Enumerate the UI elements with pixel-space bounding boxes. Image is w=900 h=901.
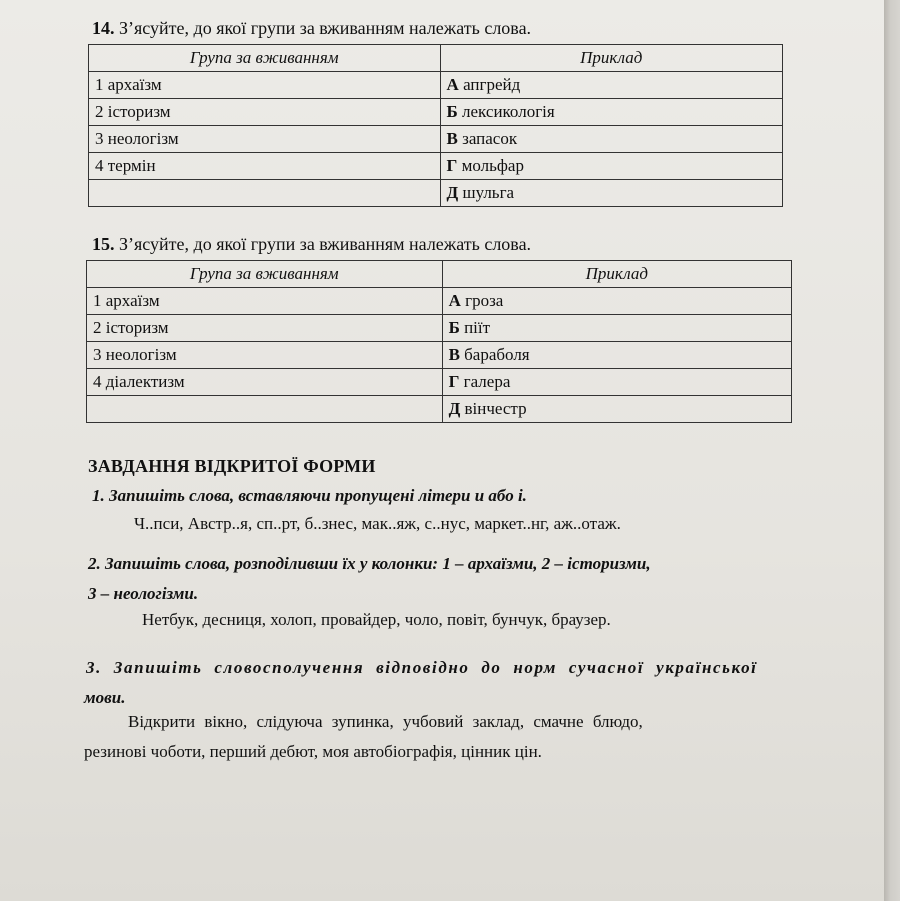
table-header-row [87, 261, 792, 288]
task-14-title [92, 18, 531, 39]
option-letter: А [448, 291, 461, 310]
table-row [89, 153, 783, 180]
task-15-number: 15. [92, 234, 115, 254]
table-row [89, 99, 783, 126]
open-section-title: ЗАВДАННЯ ВІДКРИТОЇ ФОРМИ [88, 456, 376, 476]
task-14-table [88, 44, 783, 207]
example-cell [442, 315, 791, 342]
option-letter: Г [446, 156, 458, 175]
group-cell: 4 термін [89, 153, 441, 180]
table-row [87, 288, 792, 315]
option-word: вінчестр [464, 399, 527, 418]
option-word: мольфар [461, 156, 524, 175]
task-15-table [86, 260, 792, 423]
table-row [87, 342, 792, 369]
option-letter: А [446, 75, 459, 94]
group-cell: 2 історизм [89, 99, 441, 126]
paper-edge [884, 0, 900, 901]
task-3-instruction-line2: мови. [84, 688, 126, 707]
table-row [87, 369, 792, 396]
task-14-text: З’ясуйте, до якої групи за вживанням належать слова. [119, 18, 532, 38]
group-cell: 4 діалектизм [87, 369, 443, 396]
option-letter: Г [448, 372, 460, 391]
example-cell [442, 342, 791, 369]
table-row [87, 396, 792, 423]
option-word: запасок [462, 129, 518, 148]
option-word: апгрейд [463, 75, 521, 94]
option-letter: Б [448, 318, 460, 337]
task-3-instruction-line1: 3. Запишіть словосполучення відповідно до норм сучасної української [86, 658, 758, 677]
option-word: бараболя [464, 345, 530, 364]
table-row [89, 126, 783, 153]
task-2-instruction-line1: 2. Запишіть слова, розподіливши їх у колонки: 1 – архаїзми, 2 – історизми, [88, 554, 651, 573]
group-cell: 1 архаїзм [87, 288, 443, 315]
task-1-instruction: 1. Запишіть слова, вставляючи пропущені літери и або і. [92, 486, 527, 505]
table-row [89, 72, 783, 99]
option-word: лексикологія [462, 102, 555, 121]
task-2-instruction-line2: 3 – неологізми. [88, 584, 199, 603]
example-cell [440, 126, 782, 153]
task-3-content-line1: Відкрити вікно, слідуюча зупинка, учбовий заклад, смачне блюдо, [128, 712, 643, 731]
header-group: Група за вживанням [87, 261, 443, 288]
table-row [87, 315, 792, 342]
option-letter: В [448, 345, 460, 364]
group-cell [89, 180, 441, 207]
task-3-content-line2: резинові чоботи, перший дебют, моя автобіографія, цінник цін. [84, 742, 542, 761]
example-cell [442, 396, 791, 423]
example-cell [440, 153, 782, 180]
group-cell: 2 історизм [87, 315, 443, 342]
header-example: Приклад [440, 45, 782, 72]
group-cell [87, 396, 443, 423]
example-cell [440, 99, 782, 126]
example-cell [440, 72, 782, 99]
option-letter: Д [446, 183, 459, 202]
header-example: Приклад [442, 261, 791, 288]
task-15-text: З’ясуйте, до якої групи за вживанням належать слова. [119, 234, 532, 254]
option-letter: В [446, 129, 458, 148]
task-15-title [92, 234, 531, 255]
task-1-content: Ч..пси, Австр..я, сп..рт, б..знес, мак..яж, с..нус, маркет..нг, аж..отаж. [134, 514, 621, 533]
table-header-row [89, 45, 783, 72]
example-cell [442, 369, 791, 396]
table-row [89, 180, 783, 207]
header-group: Група за вживанням [89, 45, 441, 72]
task-14-number: 14. [92, 18, 115, 38]
option-letter: Б [446, 102, 458, 121]
option-word: гроза [465, 291, 504, 310]
option-letter: Д [448, 399, 461, 418]
group-cell: 3 неологізм [89, 126, 441, 153]
example-cell [442, 288, 791, 315]
option-word: шульга [462, 183, 515, 202]
option-word: піїт [464, 318, 491, 337]
task-2-content: Нетбук, десниця, холоп, провайдер, чоло, повіт, бунчук, браузер. [142, 610, 611, 629]
group-cell: 3 неологізм [87, 342, 443, 369]
group-cell: 1 архаїзм [89, 72, 441, 99]
option-word: галера [463, 372, 511, 391]
example-cell [440, 180, 782, 207]
